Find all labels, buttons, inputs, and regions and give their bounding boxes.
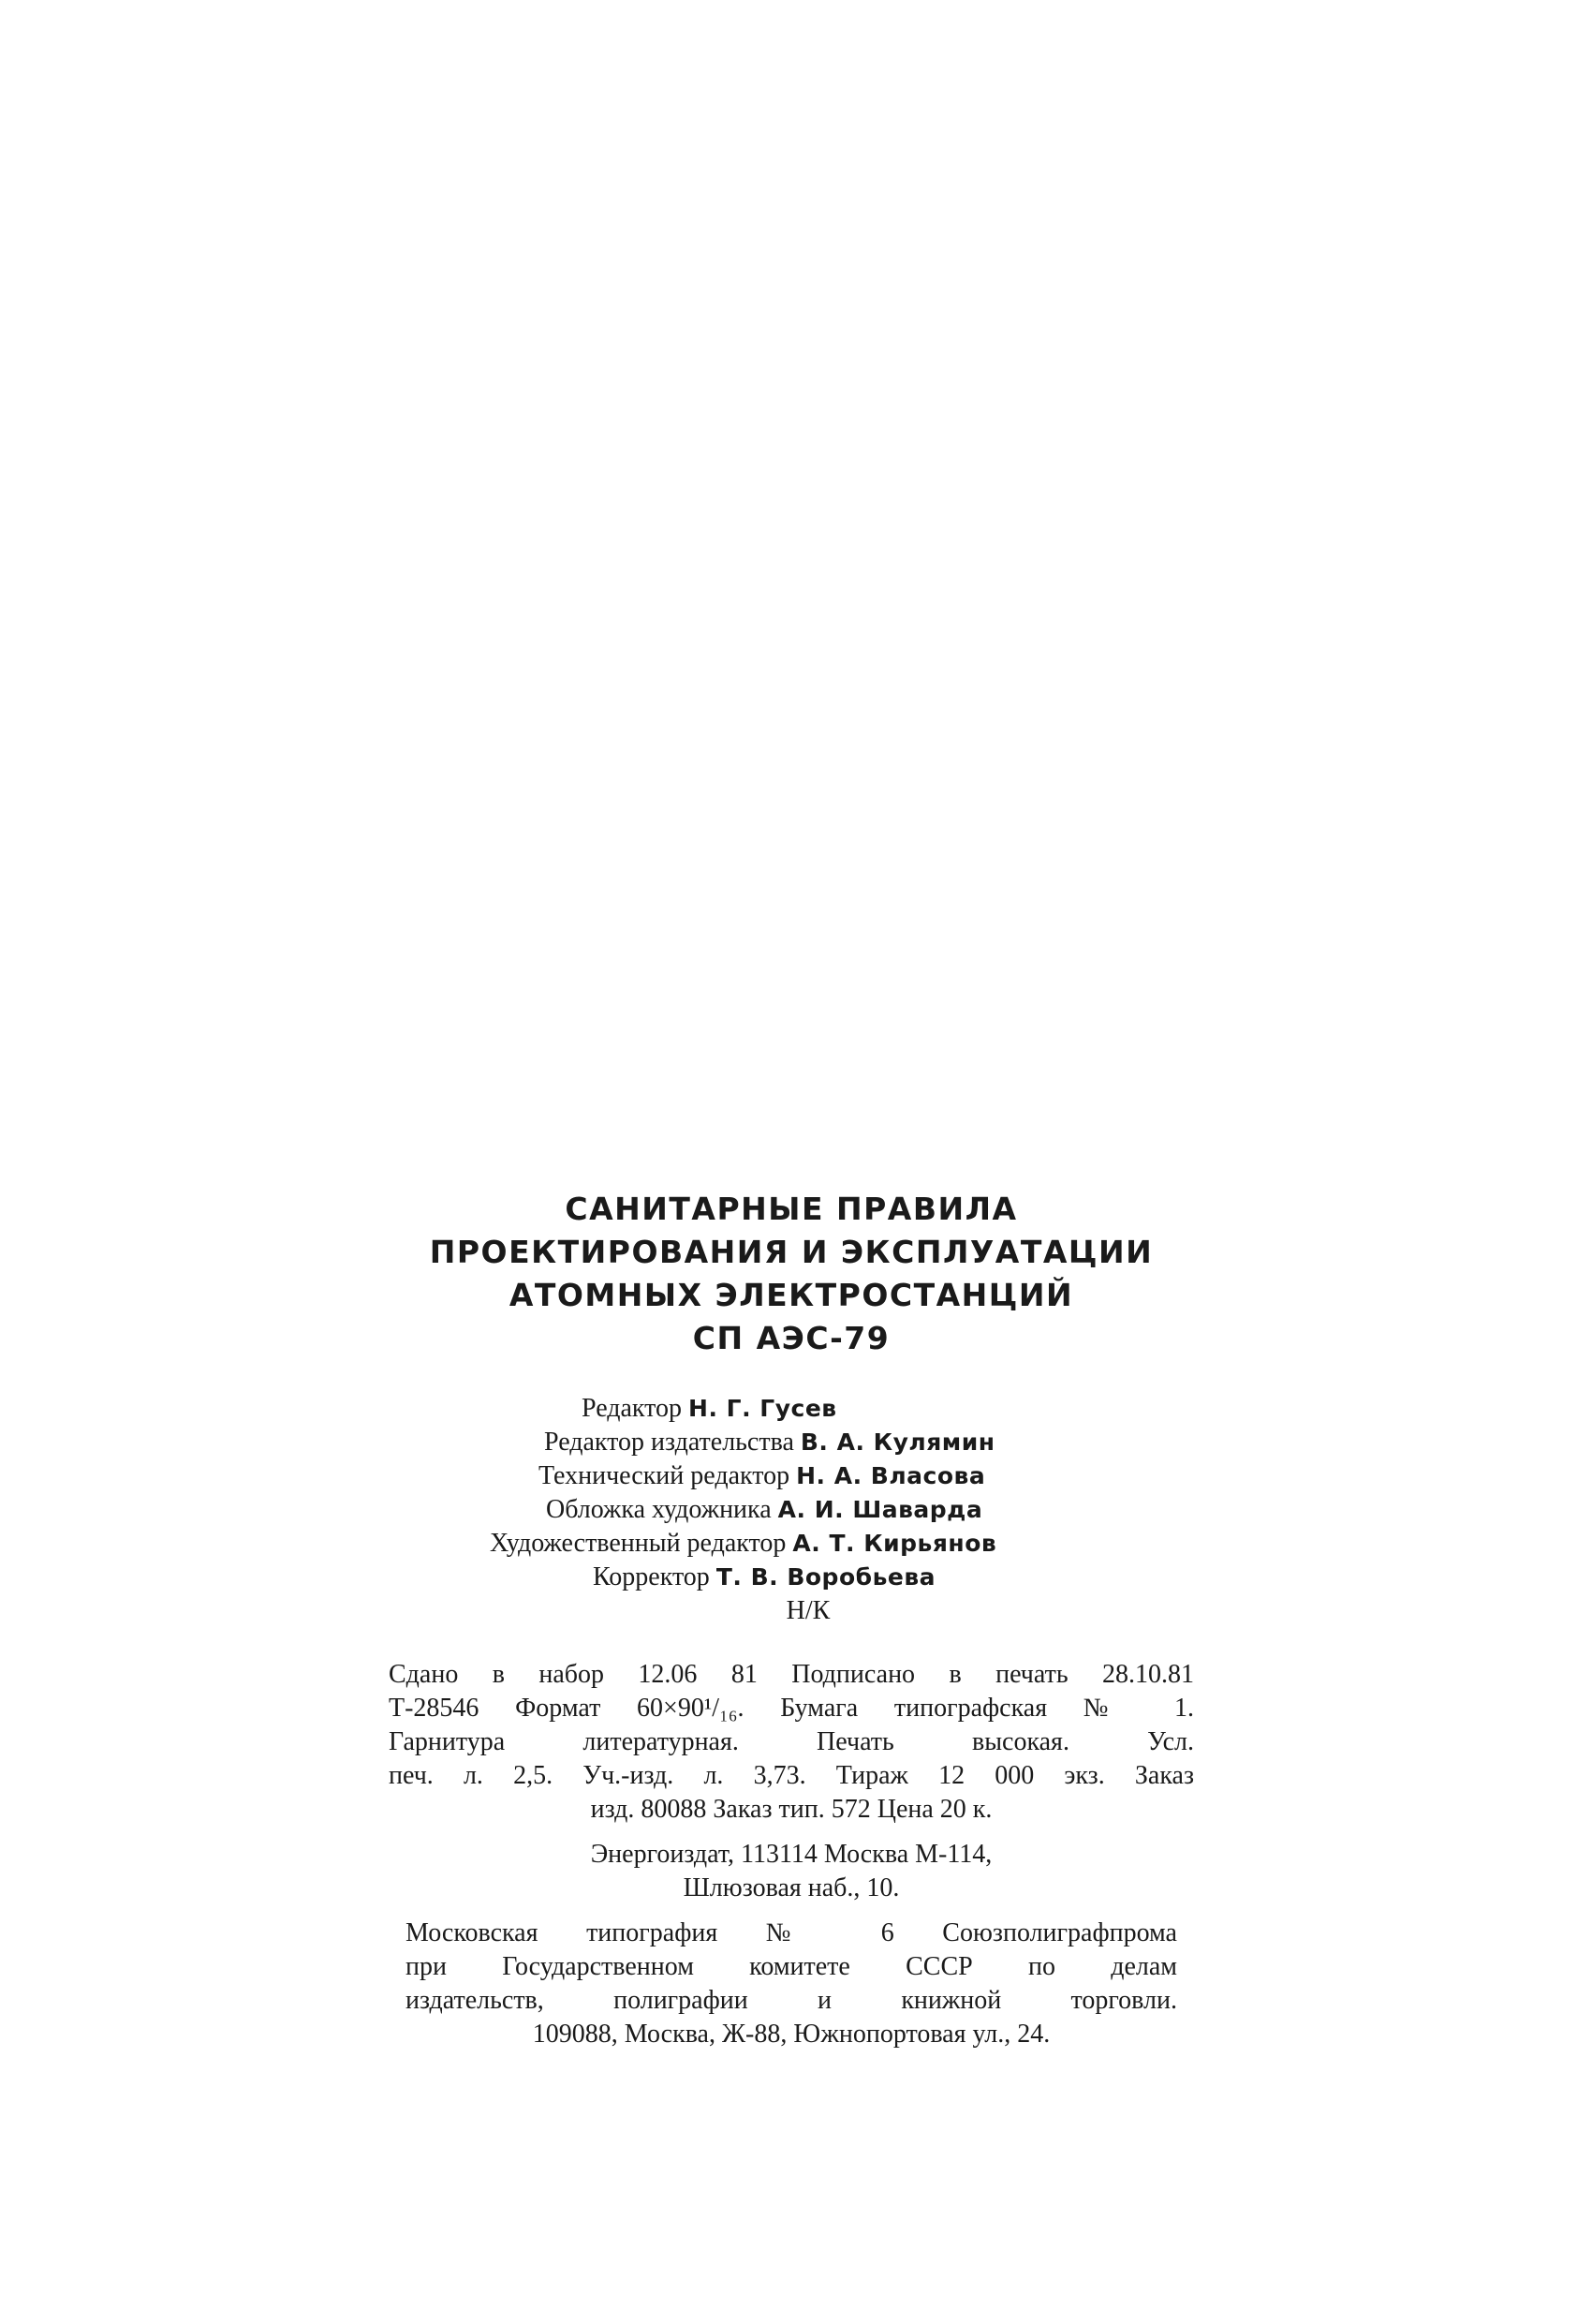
credit-art-editor: [389, 1527, 1194, 1561]
credit-person: Н. Г. Гусев: [688, 1395, 837, 1422]
title-line-3: АТОМНЫХ ЭЛЕКТРОСТАНЦИЙ: [509, 1277, 1074, 1313]
credit-person: А. Т. Кирьянов: [792, 1530, 997, 1557]
credit-publishing-editor: [389, 1426, 1194, 1459]
publisher-line-2: Шлюзовая наб., 10.: [683, 1873, 900, 1902]
book-title: [389, 1188, 1194, 1360]
printer-line-1: Московская типография № 6 Союзполиграфпрома: [405, 1918, 1177, 1947]
credit-role: Художественный редактор: [490, 1529, 787, 1558]
imprint-line-2: Т-28546 Формат 60×90¹/₁₆. Бумага типографская № 1.: [389, 1694, 1194, 1723]
imprint-line-1: Сдано в набор 12.06 81 Подписано в печать 28.10.81: [389, 1660, 1194, 1689]
title-code: СП АЭС-79: [692, 1320, 891, 1356]
imprint-line-3: Гарнитура литературная. Печать высокая. Усл.: [389, 1727, 1194, 1756]
credit-editor: [389, 1392, 1194, 1426]
colophon: [389, 1188, 1194, 2051]
title-line-1: САНИТАРНЫЕ ПРАВИЛА: [565, 1191, 1018, 1227]
printer-line-3: издательств, полиграфии и книжной торговли.: [405, 1986, 1177, 2015]
index-mark: Н/К: [786, 1596, 831, 1625]
credit-role: Редактор: [582, 1394, 683, 1423]
printer-line-2: при Государственном комитете СССР по делам: [405, 1952, 1177, 1981]
credit-role: Технический редактор: [538, 1461, 790, 1490]
credit-person: А. И. Шаварда: [777, 1496, 983, 1523]
credit-person: Т. В. Воробьева: [715, 1563, 936, 1591]
credits-list: [389, 1392, 1194, 1628]
credit-person: В. А. Кулямин: [800, 1428, 995, 1456]
credit-role: Корректор: [593, 1562, 710, 1591]
credit-technical-editor: [389, 1459, 1194, 1493]
publisher-address: [389, 1838, 1194, 1905]
credit-proofreader: [389, 1561, 1194, 1594]
imprint-line-5: изд. 80088 Заказ тип. 572 Цена 20 к.: [590, 1795, 993, 1824]
title-line-2: ПРОЕКТИРОВАНИЯ И ЭКСПЛУАТАЦИИ: [429, 1234, 1154, 1270]
credit-person: Н. А. Власова: [796, 1462, 986, 1489]
printer-line-4: 109088, Москва, Ж-88, Южнопортовая ул., 24.: [532, 2020, 1051, 2049]
credit-cover-artist: [389, 1493, 1194, 1527]
imprint-line-4: печ. л. 2,5. Уч.-изд. л. 3,73. Тираж 12 000 экз. Заказ: [389, 1761, 1194, 1790]
printer-info: [389, 1917, 1194, 2051]
publisher-line-1: Энергоиздат, 113114 Москва М-114,: [590, 1840, 993, 1869]
credit-role: Обложка художника: [546, 1495, 772, 1524]
imprint-block: [389, 1658, 1194, 1827]
credit-role: Редактор издательства: [544, 1428, 794, 1457]
